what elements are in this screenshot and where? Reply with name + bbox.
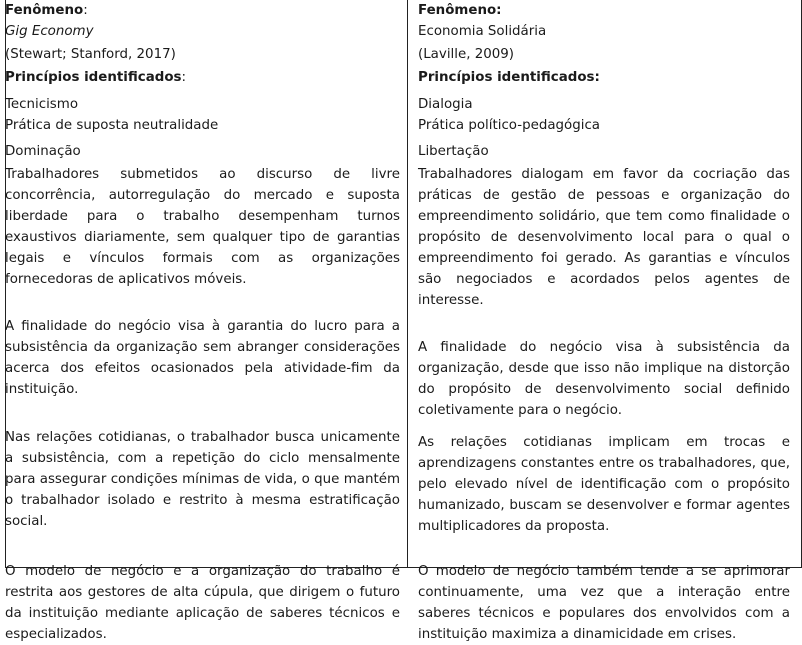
right-paragraph-2: A finalidade do negócio visa à subsistência da organização, desde que isso não implique na distorção do propósito de desenvolvimento social definido coletivamente para o negócio. [418,340,790,418]
right-phenomenon: Economia Solidária [418,24,547,39]
right-paragraph-3: As relações cotidianas implicam em trocas e aprendizagens constantes entre os trabalhadores, que, pelo elevado nível de identificação com o propósito humanizado, buscam se desenvolver e formar agentes multiplicadores da proposta. [418,435,790,534]
right-paragraph-4: O modelo de negócio também tende a se aprimorar continuamente, uma vez que a interação entre saberes técnicos e populares dos envolvidos com a instituição maximiza a dinamicidade em crises. [418,564,790,642]
right-citation: (Laville, 2009) [418,47,515,62]
left-phenomenon: Gig Economy [5,24,94,39]
right-principles-label: Princípios identificados: [418,70,600,85]
left-phenomenon-heading: Fenômeno: [5,3,88,18]
left-column [5,0,400,642]
left-paragraph-3: Nas relações cotidianas, o trabalhador busca unicamente a subsistência, com a repetição do ciclo mensalmente para assegurar condições mínimas de vida, o que mantém o trabalhador isolado e restrito à mesma estratificação social. [5,430,400,529]
right-column [418,0,790,642]
left-paragraph-1: Trabalhadores submetidos ao discurso de livre concorrência, autorregulação do mercado e suposta liberdade para o trabalho desempenham turnos exaustivos diariamente, sem qualquer tipo de garantias legais e vínculos formais com as organizações fornecedoras de aplicativos móveis. [5,167,400,287]
left-paragraph-2: A finalidade do negócio visa à garantia do lucro para a subsistência da organização sem abranger considerações acerca dos efeitos ocasionados pela atividade-fim da instituição. [5,319,400,397]
left-principles-label: Princípios identificados [5,70,182,85]
right-principle-2: Prática político-pedagógica [418,118,601,133]
left-phenomenon-label: Fenômeno [5,3,84,18]
column-divider [407,0,408,567]
left-principles-heading: Princípios identificados: [5,70,187,85]
right-principle-3: Libertação [418,144,489,159]
left-paragraph-4: O modelo de negócio e a organização do trabalho é restrita aos gestores de alta cúpula, que dirigem o futuro da instituição mediante aplicação de saberes técnicos e especializados. [5,564,400,642]
right-principle-1: Dialogia [418,97,473,112]
left-principle-1: Tecnicismo [5,97,79,112]
right-paragraph-1: Trabalhadores dialogam em favor da cocriação das práticas de gestão de pessoas e organização do empreendimento solidário, que tem como finalidade o propósito de desenvolvimento local para o qual o empreendimento foi gerado. As garantias e vínculos são negociados e acordados pelos agentes de interesse. [418,167,790,308]
left-principle-3: Dominação [5,144,81,159]
left-citation: (Stewart; Stanford, 2017) [5,47,176,62]
left-principle-2: Prática de suposta neutralidade [5,118,219,133]
right-phenomenon-label: Fenômeno: [418,3,502,18]
